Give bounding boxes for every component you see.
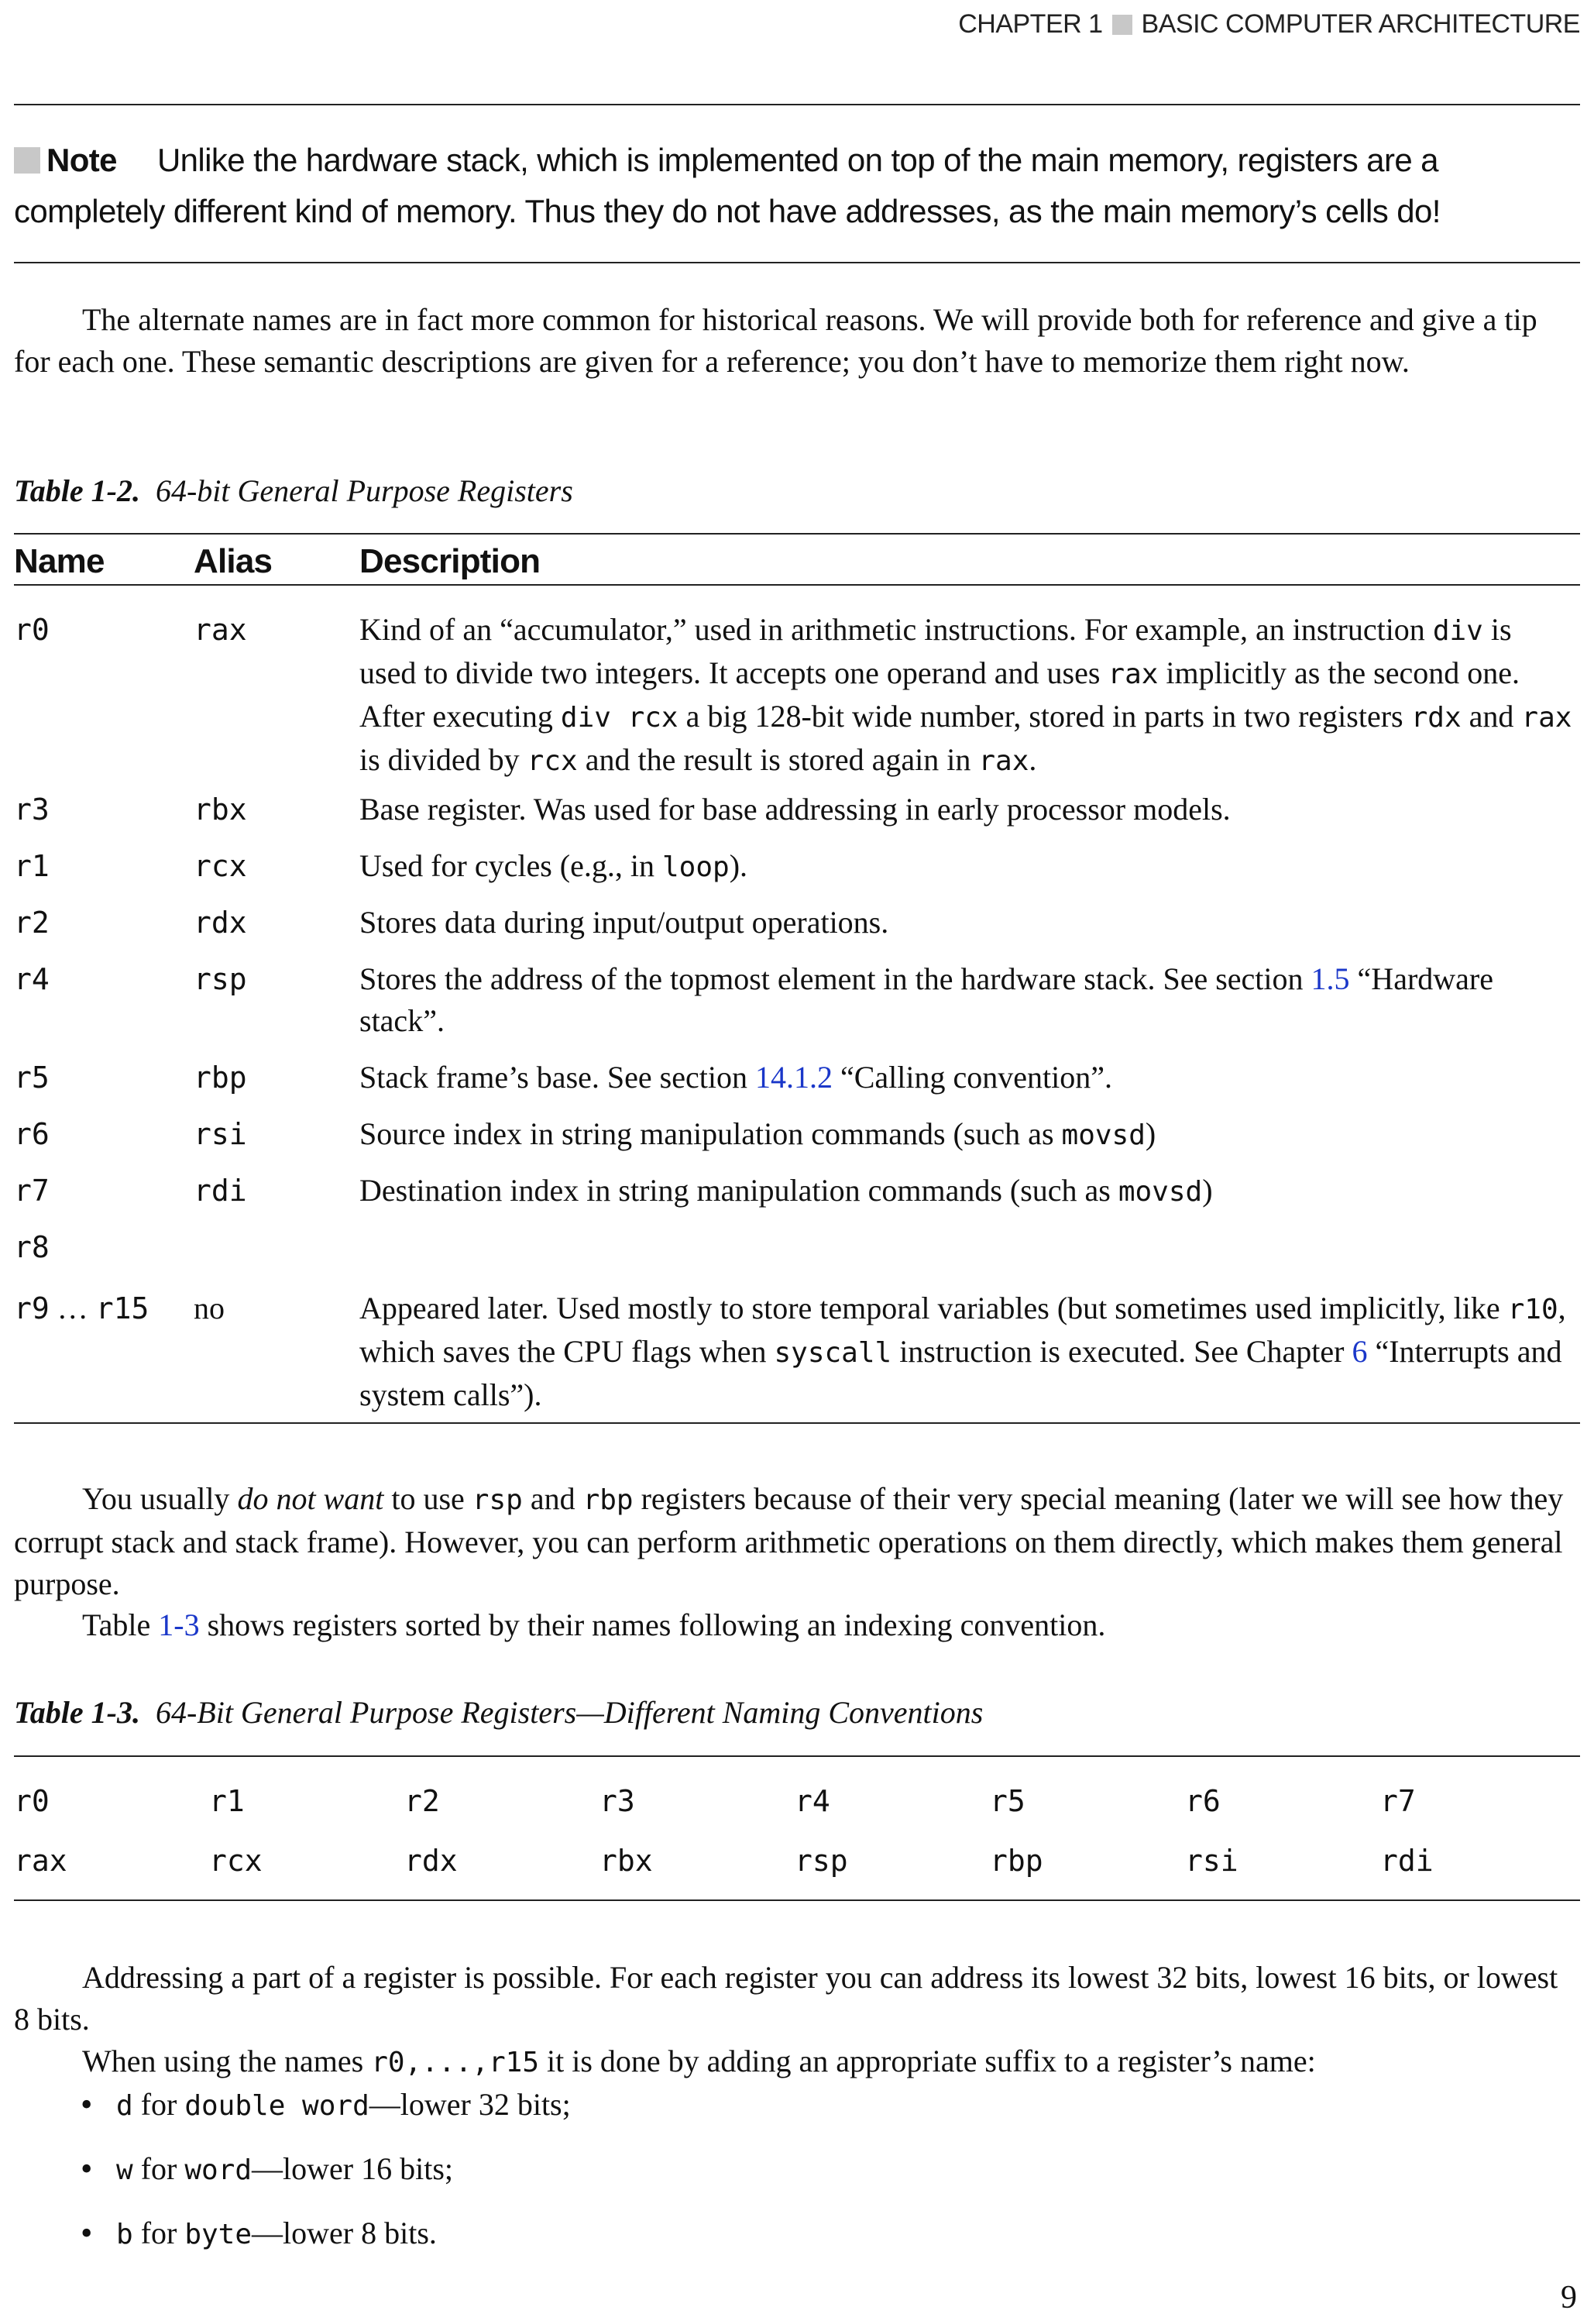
list-text: —lower 32 bits; xyxy=(369,2087,571,2122)
table-cell: r7 xyxy=(1380,1784,1416,1818)
table-cell: r5 xyxy=(990,1784,1025,1818)
description-text: and xyxy=(1461,699,1522,734)
register-description xyxy=(359,1057,1572,1098)
inline-code: rax xyxy=(1108,658,1159,690)
list-item xyxy=(116,2148,571,2212)
table-1-2-header-rule xyxy=(14,584,1580,586)
table-cell: rsi xyxy=(1185,1844,1238,1878)
table-1-3-caption xyxy=(14,1694,983,1731)
paragraph-text: it is done by adding an appropriate suffix to a register’s name: xyxy=(539,2044,1316,2078)
table-cell: rbx xyxy=(599,1844,653,1878)
table-1-2-caption-number: Table 1-2. xyxy=(14,473,140,508)
note-label: Note xyxy=(46,142,117,178)
list-text: for xyxy=(132,2216,185,2250)
register-name: r7 xyxy=(14,1174,50,1208)
paragraph-table-reference xyxy=(14,1604,1572,1646)
table-cell: r2 xyxy=(404,1784,440,1818)
register-range-end: r15 xyxy=(95,1291,149,1325)
chapter-label: CHAPTER 1 xyxy=(958,9,1103,39)
table-cell: r6 xyxy=(1185,1784,1221,1818)
list-item xyxy=(116,2084,571,2148)
table-cell: rdi xyxy=(1380,1844,1434,1878)
inline-code: movsd xyxy=(1061,1119,1146,1151)
description-text: Used for cycles (e.g., in xyxy=(359,848,662,883)
inline-code: r0,...,r15 xyxy=(371,2047,539,2078)
header-separator-square xyxy=(1112,15,1132,35)
description-text: ) xyxy=(1202,1173,1213,1208)
register-alias: rsi xyxy=(194,1117,247,1151)
register-alias: rdi xyxy=(194,1174,247,1208)
suffix-list xyxy=(116,2084,571,2277)
register-alias: rcx xyxy=(194,849,247,883)
description-text: and the result is stored again in xyxy=(577,742,979,777)
table-1-2-top-rule xyxy=(14,533,1580,535)
intro-paragraph: The alternate names are in fact more common for historical reasons. We will provide both for reference and give a tip for each one. These semantic descriptions are given for a reference; you don’t have to memorize them right now. xyxy=(14,302,1537,379)
suffix-code: w xyxy=(116,2154,133,2186)
description-text: is used to divide two integers. It accepts one operand and uses xyxy=(359,612,1512,690)
range-ellipsis: … xyxy=(49,1291,96,1325)
description-text: “Calling convention”. xyxy=(832,1060,1112,1095)
register-name: r1 xyxy=(14,849,50,883)
register-range-start: r9 xyxy=(14,1291,50,1325)
register-description: Stores data during input/output operations. xyxy=(359,905,889,940)
suffix-code: b xyxy=(116,2219,133,2250)
inline-code: rcx xyxy=(527,745,578,777)
paragraph-text: When using the names xyxy=(82,2044,372,2078)
description-text: Stores the address of the topmost element in the hardware stack. See section xyxy=(359,961,1311,996)
inline-code: rsp xyxy=(472,1484,523,1516)
section-link[interactable]: 14.1.2 xyxy=(754,1060,833,1095)
table-1-2-header-row xyxy=(14,542,1580,583)
emphasis-text: do not want xyxy=(237,1481,384,1516)
inline-code: double word xyxy=(184,2090,369,2122)
register-name: r6 xyxy=(14,1117,50,1151)
list-text: —lower 8 bits. xyxy=(252,2216,437,2250)
description-text: Destination index in string manipulation commands (such as xyxy=(359,1173,1118,1208)
table-cell: rcx xyxy=(209,1844,263,1878)
register-name xyxy=(14,1287,149,1329)
register-description: Base register. Was used for base addressing in early processor models. xyxy=(359,792,1231,827)
table-cell: rbp xyxy=(990,1844,1043,1878)
register-alias: rbp xyxy=(194,1061,247,1095)
list-text: for xyxy=(132,2151,185,2186)
paragraph-addressing: Addressing a part of a register is possible. For each register you can address its lowest 32 bits, lowest 16 bits, or lowest 8 bits. xyxy=(14,1960,1558,2037)
inline-code: word xyxy=(184,2154,252,2186)
inline-code: div xyxy=(1432,615,1483,647)
description-text: is divided by xyxy=(359,742,527,777)
register-description xyxy=(359,1170,1572,1213)
register-name: r2 xyxy=(14,906,50,940)
description-text: a big 128-bit wide number, stored in parts in two registers xyxy=(678,699,1411,734)
register-description xyxy=(359,609,1572,782)
register-name: r5 xyxy=(14,1061,50,1095)
chapter-title: BASIC COMPUTER ARCHITECTURE xyxy=(1141,9,1580,39)
table-1-3-caption-number: Table 1-3. xyxy=(14,1695,140,1730)
list-text: —lower 16 bits; xyxy=(252,2151,454,2186)
paragraph-text: Table xyxy=(82,1607,159,1642)
inline-code: rax xyxy=(978,745,1029,777)
table-1-3-bottom-rule xyxy=(14,1899,1580,1901)
description-text: Appeared later. Used mostly to store temporal variables (but sometimes used implicitly, like xyxy=(359,1291,1508,1325)
description-text: , which saves the CPU flags when xyxy=(359,1291,1566,1369)
inline-code: loop xyxy=(661,851,730,883)
register-name: r8 xyxy=(14,1230,50,1264)
register-alias: rsp xyxy=(194,962,247,996)
suffix-code: d xyxy=(116,2090,133,2122)
inline-code: rdx xyxy=(1410,702,1462,734)
paragraph-text: shows registers sorted by their names following an indexing convention. xyxy=(199,1607,1106,1642)
register-name: r3 xyxy=(14,792,50,827)
column-header-alias: Alias xyxy=(194,542,273,580)
note-bottom-rule xyxy=(14,262,1580,263)
table-cell: r0 xyxy=(14,1784,50,1818)
inline-code: rbp xyxy=(582,1484,634,1516)
note-top-rule xyxy=(14,104,1580,105)
description-text: “Interrupts and system calls”). xyxy=(359,1334,1562,1412)
column-header-description: Description xyxy=(359,542,541,580)
inline-code: r10 xyxy=(1507,1294,1558,1325)
paragraph-suffix xyxy=(14,2040,1572,2084)
description-text: ). xyxy=(729,848,748,883)
table-cell: r1 xyxy=(209,1784,245,1818)
register-alias: rax xyxy=(194,613,247,647)
list-item xyxy=(116,2212,571,2277)
table-cell: rdx xyxy=(404,1844,458,1878)
description-text: ) xyxy=(1145,1116,1156,1151)
register-name: r0 xyxy=(14,613,50,647)
list-text: for xyxy=(132,2087,185,2122)
table-cell: rsp xyxy=(795,1844,848,1878)
note-square-icon xyxy=(14,147,40,174)
description-text: Kind of an “accumulator,” used in arithmetic instructions. For example, an instruction xyxy=(359,612,1433,647)
description-text: “Hardware stack”. xyxy=(359,961,1493,1038)
register-description xyxy=(359,1287,1572,1416)
note-box xyxy=(14,135,1548,237)
register-alias: no xyxy=(194,1291,225,1325)
inline-code: div rcx xyxy=(560,702,678,734)
register-alias: rbx xyxy=(194,792,247,827)
paragraph-text: to use xyxy=(383,1481,472,1516)
inline-code: byte xyxy=(184,2219,252,2250)
description-text: Stack frame’s base. See section xyxy=(359,1060,755,1095)
paragraph-rsp-rbp xyxy=(14,1478,1572,1605)
paragraph-text: registers because of their very special meaning (later we will see how they corrupt stack and stack frame). However, you can perform arithmetic operations on them directly, which makes them general purpose. xyxy=(14,1481,1564,1601)
register-description xyxy=(359,1113,1572,1157)
table-link[interactable]: 1-3 xyxy=(158,1607,200,1642)
table-1-3-caption-title: 64-Bit General Purpose Registers—Different Naming Conventions xyxy=(155,1695,984,1730)
page-number: 9 xyxy=(1561,2280,1577,2315)
table-cell: r4 xyxy=(795,1784,830,1818)
register-alias: rdx xyxy=(194,906,247,940)
table-cell: r3 xyxy=(599,1784,635,1818)
register-description xyxy=(359,845,1572,889)
chapter-link[interactable]: 6 xyxy=(1352,1334,1368,1369)
description-text: Source index in string manipulation commands (such as xyxy=(359,1116,1062,1151)
inline-code: rax xyxy=(1521,702,1572,734)
inline-code: movsd xyxy=(1118,1176,1203,1208)
table-1-2-bottom-rule xyxy=(14,1422,1580,1424)
description-text: . xyxy=(1029,742,1037,777)
running-head xyxy=(958,9,1580,40)
table-1-2-caption xyxy=(14,473,573,509)
inline-code: syscall xyxy=(774,1337,892,1369)
description-text: instruction is executed. See Chapter xyxy=(891,1334,1352,1369)
note-text: Unlike the hardware stack, which is implemented on top of the main memory, registers are a completely different kind of memory. Thus they do not have addresses, as the main memory’s cells do! xyxy=(14,142,1441,229)
section-link[interactable]: 1.5 xyxy=(1311,961,1350,996)
table-cell: rax xyxy=(14,1844,67,1878)
paragraph-text: You usually xyxy=(82,1481,238,1516)
table-1-2-caption-title: 64-bit General Purpose Registers xyxy=(155,473,573,508)
column-header-name: Name xyxy=(14,542,105,580)
register-description xyxy=(359,958,1572,1042)
table-1-3-top-rule xyxy=(14,1755,1580,1757)
paragraph-text: and xyxy=(522,1481,583,1516)
register-name: r4 xyxy=(14,962,50,996)
description-text: implicitly as the second one. After executing xyxy=(359,655,1520,734)
